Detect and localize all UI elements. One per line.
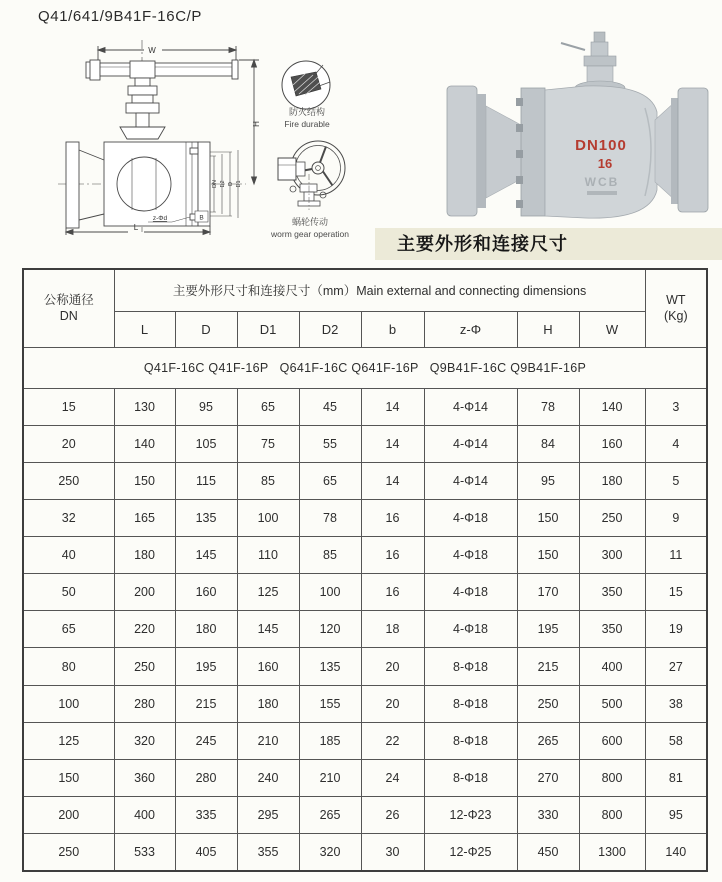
dimension-cell: 95 [517, 462, 579, 499]
dimension-cell: 15 [645, 574, 707, 611]
dn-cell: 125 [23, 722, 114, 759]
dimension-cell: 140 [114, 425, 175, 462]
dimension-cell: 9 [645, 499, 707, 536]
col-header-b: b [361, 311, 424, 347]
dimension-cell: 180 [579, 462, 645, 499]
dimension-cell: 4-Φ18 [424, 574, 517, 611]
dimensions-table [22, 268, 708, 872]
dimension-cell: 295 [237, 797, 299, 834]
dimension-cell: 155 [299, 685, 361, 722]
dn-cell: 40 [23, 537, 114, 574]
dimension-cell: 4-Φ18 [424, 499, 517, 536]
dimension-cell: 170 [517, 574, 579, 611]
dim-label-b: B [199, 214, 204, 222]
dimension-cell: 4-Φ18 [424, 537, 517, 574]
dimension-cell: 150 [517, 499, 579, 536]
dimension-cell: 3 [645, 388, 707, 425]
col-header-L: L [114, 311, 175, 347]
dimension-cell: 150 [114, 462, 175, 499]
table-row [23, 499, 707, 536]
valve-photo [435, 28, 720, 230]
dimension-cell: 4-Φ18 [424, 611, 517, 648]
col-header-W: W [579, 311, 645, 347]
dimension-cell: 135 [299, 648, 361, 685]
dimension-cell: 75 [237, 425, 299, 462]
dimension-cell: 240 [237, 759, 299, 796]
col-header-wt-label: WT [666, 293, 686, 308]
dimension-cell: 400 [114, 797, 175, 834]
dimension-cell: 85 [299, 537, 361, 574]
dn-cell: 15 [23, 388, 114, 425]
dimension-cell: 20 [361, 648, 424, 685]
dimension-cell: 105 [175, 425, 237, 462]
table-row [23, 797, 707, 834]
dimension-cell: 500 [579, 685, 645, 722]
dimension-cell: 400 [579, 648, 645, 685]
dimension-cell: 150 [517, 537, 579, 574]
table-row [23, 834, 707, 871]
dn-cell: 80 [23, 648, 114, 685]
dimension-cell: 180 [175, 611, 237, 648]
dim-label-d: D [228, 182, 234, 186]
dimension-cell: 95 [645, 797, 707, 834]
dimension-cell: 450 [517, 834, 579, 871]
fire-durable-caption-cn: 防火结构 [288, 107, 325, 117]
dimension-cell: 16 [361, 537, 424, 574]
dimension-cell: 140 [579, 388, 645, 425]
dimension-cell: 4-Φ14 [424, 462, 517, 499]
dimension-cell: 8-Φ18 [424, 685, 517, 722]
dim-label-dn: DN [212, 180, 218, 188]
dimension-cell: 360 [114, 759, 175, 796]
table-body [23, 388, 707, 871]
dimension-cell: 78 [517, 388, 579, 425]
dimension-cell: 100 [237, 499, 299, 536]
dimension-cell: 65 [299, 462, 361, 499]
dimension-cell: 145 [175, 537, 237, 574]
table-row [23, 722, 707, 759]
dim-label-d1: D1 [236, 180, 242, 188]
dimension-cell: 265 [517, 722, 579, 759]
dimension-cell: 265 [299, 797, 361, 834]
dimension-cell: 405 [175, 834, 237, 871]
col-header-z-phi: z-Φ [424, 311, 517, 347]
dimension-cell: 355 [237, 834, 299, 871]
dimension-cell: 140 [645, 834, 707, 871]
table-row [23, 574, 707, 611]
dimension-cell: 81 [645, 759, 707, 796]
dimension-cell: 533 [114, 834, 175, 871]
worm-gear-detail-drawing [276, 138, 348, 214]
photo-marking-material: WCB [584, 175, 620, 189]
dimension-cell: 245 [175, 722, 237, 759]
page-title: Q41/641/9B41F-16C/P [38, 8, 202, 25]
col-header-D: D [175, 311, 237, 347]
dimension-cell: 335 [175, 797, 237, 834]
dimension-cell: 30 [361, 834, 424, 871]
dimension-cell: 12-Φ25 [424, 834, 517, 871]
dimension-cell: 300 [579, 537, 645, 574]
dimension-cell: 160 [237, 648, 299, 685]
dimension-cell: 5 [645, 462, 707, 499]
dim-label-w: W [148, 46, 156, 55]
dimension-cell: 320 [299, 834, 361, 871]
col-header-dn-cn: 公称通径 [43, 293, 94, 308]
col-header-D1: D1 [237, 311, 299, 347]
dimension-cell: 84 [517, 425, 579, 462]
worm-gear-caption-en: worm gear operation [271, 229, 349, 239]
dn-cell: 250 [23, 462, 114, 499]
dimension-cell: 4-Φ14 [424, 425, 517, 462]
dimension-cell: 330 [517, 797, 579, 834]
dimension-cell: 180 [114, 537, 175, 574]
dimension-cell: 19 [645, 611, 707, 648]
dn-cell: 20 [23, 425, 114, 462]
col-header-dn-en: DN [59, 309, 78, 324]
dn-cell: 250 [23, 834, 114, 871]
col-header-dn [23, 269, 114, 347]
section-banner: 主要外形和连接尺寸 [375, 228, 722, 260]
dimension-cell: 195 [175, 648, 237, 685]
dimension-cell: 58 [645, 722, 707, 759]
dimension-cell: 8-Φ18 [424, 759, 517, 796]
dn-cell: 200 [23, 797, 114, 834]
dimension-cell: 145 [237, 611, 299, 648]
dimension-cell: 18 [361, 611, 424, 648]
dimension-cell: 165 [114, 499, 175, 536]
dimension-cell: 210 [299, 759, 361, 796]
dimension-cell: 800 [579, 797, 645, 834]
dn-cell: 50 [23, 574, 114, 611]
dimension-cell: 220 [114, 611, 175, 648]
dimension-cell: 85 [237, 462, 299, 499]
dimension-cell: 180 [237, 685, 299, 722]
dimension-cell: 4-Φ14 [424, 388, 517, 425]
dimension-cell: 55 [299, 425, 361, 462]
dimension-cell: 250 [517, 685, 579, 722]
worm-gear-caption-cn: 蜗轮传动 [291, 217, 328, 227]
table-row [23, 388, 707, 425]
dimension-cell: 250 [579, 499, 645, 536]
dim-label-d2: D2 [220, 180, 226, 188]
dimension-cell: 160 [175, 574, 237, 611]
dimension-cell: 20 [361, 685, 424, 722]
col-header-wt [645, 269, 707, 347]
dimension-cell: 280 [114, 685, 175, 722]
dimension-cell: 160 [579, 425, 645, 462]
dn-cell: 65 [23, 611, 114, 648]
dimension-cell: 320 [114, 722, 175, 759]
worm-gear-caption [250, 216, 370, 240]
dimension-cell: 115 [175, 462, 237, 499]
dimension-cell: 600 [579, 722, 645, 759]
dimension-cell: 12-Φ23 [424, 797, 517, 834]
dimension-cell: 45 [299, 388, 361, 425]
dim-label-z-phi-d: z-Φd [152, 215, 168, 222]
col-header-H: H [517, 311, 579, 347]
dn-cell: 100 [23, 685, 114, 722]
dimension-cell: 11 [645, 537, 707, 574]
dimension-cell: 24 [361, 759, 424, 796]
dn-cell: 32 [23, 499, 114, 536]
dimension-cell: 270 [517, 759, 579, 796]
dimension-cell: 185 [299, 722, 361, 759]
dimension-cell: 38 [645, 685, 707, 722]
table-row [23, 759, 707, 796]
dimension-cell: 110 [237, 537, 299, 574]
dimension-cell: 130 [114, 388, 175, 425]
dimension-cell: 280 [175, 759, 237, 796]
dimension-cell: 78 [299, 499, 361, 536]
table-row [23, 537, 707, 574]
dimension-cell: 215 [517, 648, 579, 685]
table-main-header: 主要外形尺寸和连接尺寸（mm）Main external and connecting dimensions [114, 269, 645, 311]
dim-label-h: H [252, 121, 261, 127]
dimension-cell: 4 [645, 425, 707, 462]
dimension-cell: 8-Φ18 [424, 648, 517, 685]
dimension-cell: 215 [175, 685, 237, 722]
dimension-cell: 250 [114, 648, 175, 685]
dn-cell: 150 [23, 759, 114, 796]
valve-cross-section-drawing [40, 36, 272, 236]
dimension-cell: 95 [175, 388, 237, 425]
table-row [23, 648, 707, 685]
dimension-cell: 120 [299, 611, 361, 648]
dimension-cell: 8-Φ18 [424, 722, 517, 759]
dimension-cell: 1300 [579, 834, 645, 871]
dimension-cell: 14 [361, 462, 424, 499]
dimension-cell: 135 [175, 499, 237, 536]
dimension-cell: 27 [645, 648, 707, 685]
dimension-cell: 22 [361, 722, 424, 759]
dimension-cell: 100 [299, 574, 361, 611]
table-row [23, 685, 707, 722]
dimension-cell: 195 [517, 611, 579, 648]
dimension-cell: 16 [361, 499, 424, 536]
table-row [23, 462, 707, 499]
photo-marking-model: DN100 [575, 137, 627, 154]
table-row [23, 425, 707, 462]
fire-durable-detail-drawing [280, 58, 334, 112]
dimension-cell: 14 [361, 388, 424, 425]
dimension-cell: 26 [361, 797, 424, 834]
dimension-cell: 350 [579, 574, 645, 611]
fire-durable-caption-en: Fire durable [284, 119, 330, 129]
fire-durable-caption [262, 106, 352, 130]
dimension-cell: 350 [579, 611, 645, 648]
model-list-row: Q41F-16C Q41F-16P Q641F-16C Q641F-16P Q9B41F-16C Q9B41F-16P [23, 347, 707, 388]
col-header-D2: D2 [299, 311, 361, 347]
dim-label-l: L [133, 223, 139, 232]
dimension-cell: 210 [237, 722, 299, 759]
dimension-cell: 16 [361, 574, 424, 611]
dimension-cell: 200 [114, 574, 175, 611]
dimension-cell: 800 [579, 759, 645, 796]
dimension-cell: 14 [361, 425, 424, 462]
photo-marking-pressure: 16 [597, 156, 613, 171]
dimension-cell: 65 [237, 388, 299, 425]
col-header-wt-unit: (Kg) [664, 309, 688, 324]
dimension-cell: 125 [237, 574, 299, 611]
table-row [23, 611, 707, 648]
